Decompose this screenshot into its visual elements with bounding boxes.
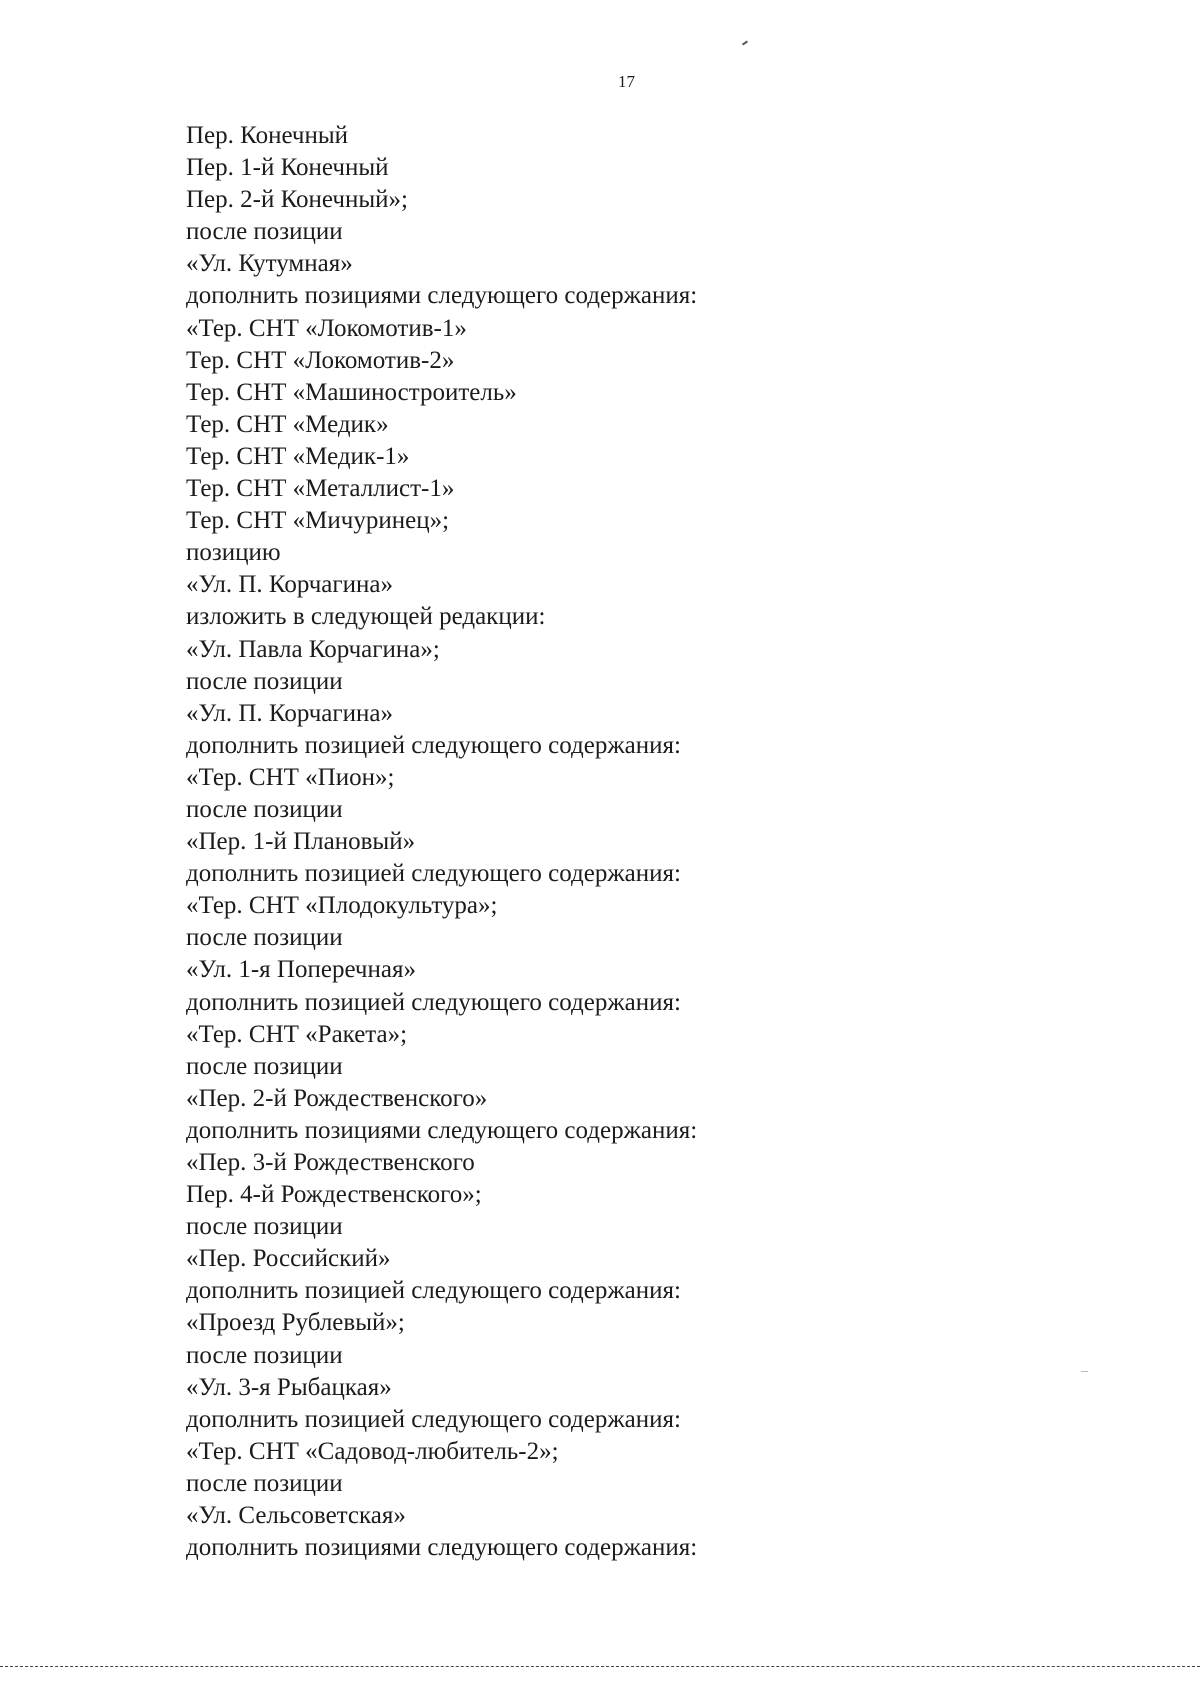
document-line: «Тер. СНТ «Локомотив-1» [186,314,467,342]
document-line: дополнить позицией следующего содержания: [186,1405,681,1433]
document-line: Тер. СНТ «Металлист-1» [186,475,455,503]
document-line: Пер. 1-й Конечный [186,154,389,182]
document-line: после позиции [186,924,343,952]
document-line: дополнить позицией следующего содержания: [186,860,681,888]
document-line: «Ул. Кутумная» [186,250,353,278]
document-line: «Тер. СНТ «Ракета»; [186,1020,408,1048]
document-line: после позиции [186,1052,343,1080]
document-line: дополнить позициями следующего содержания: [186,282,698,310]
document-line: Тер. СНТ «Мичуринец»; [186,507,450,535]
document-line: после позиции [186,667,343,695]
document-line: после позиции [186,795,343,823]
document-line: «Тер. СНТ «Садовод-любитель-2»; [186,1437,559,1465]
document-line: после позиции [186,1213,343,1241]
document-line: дополнить позицией следующего содержания: [186,1277,681,1305]
document-line: дополнить позицией следующего содержания: [186,988,681,1016]
document-line: после позиции [186,1341,343,1369]
document-line: Тер. СНТ «Медик» [186,410,389,438]
document-line: «Ул. Павла Корчагина»; [186,635,440,663]
document-line: дополнить позицией следующего содержания: [186,731,681,759]
document-line: после позиции [186,1469,343,1497]
scan-speck [742,40,748,45]
document-line: «Ул. 1-я Поперечная» [186,956,416,984]
document-line: Пер. Конечный [186,122,349,149]
document-line: позицию [186,539,281,567]
document-line: «Тер. СНТ «Плодокультура»; [186,892,498,920]
document-line: «Ул. П. Корчагина» [186,571,393,599]
bottom-rule [0,1666,1200,1667]
document-line: Тер. СНТ «Локомотив-2» [186,346,455,374]
document-line: Пер. 4-й Рождественского»; [186,1181,482,1209]
document-line: изложить в следующей редакции: [186,603,546,631]
document-body [186,120,697,1564]
document-line: «Ул. Сельсоветская» [186,1502,406,1530]
document-line: «Пер. 1-й Плановый» [186,828,416,856]
document-line: «Ул. 3-я Рыбацкая» [186,1373,392,1401]
scan-speck [1081,1371,1088,1372]
document-line: «Пер. Российский» [186,1245,391,1273]
document-line: дополнить позициями следующего содержания: [186,1116,698,1144]
document-line: Пер. 2-й Конечный»; [186,186,408,214]
document-line: дополнить позициями следующего содержания: [186,1534,698,1562]
document-line: «Пер. 3-й Рождественского [186,1149,475,1176]
document-line: после позиции [186,218,343,246]
document-line: «Проезд Рублевый»; [186,1309,405,1337]
document-line: «Тер. СНТ «Пион»; [186,763,395,791]
document-line: «Пер. 2-й Рождественского» [186,1084,488,1112]
document-line: «Ул. П. Корчагина» [186,699,393,727]
page-number: 17 [618,72,635,91]
document-line: Тер. СНТ «Медик-1» [186,442,410,470]
document-line: Тер. СНТ «Машиностроитель» [186,378,517,406]
